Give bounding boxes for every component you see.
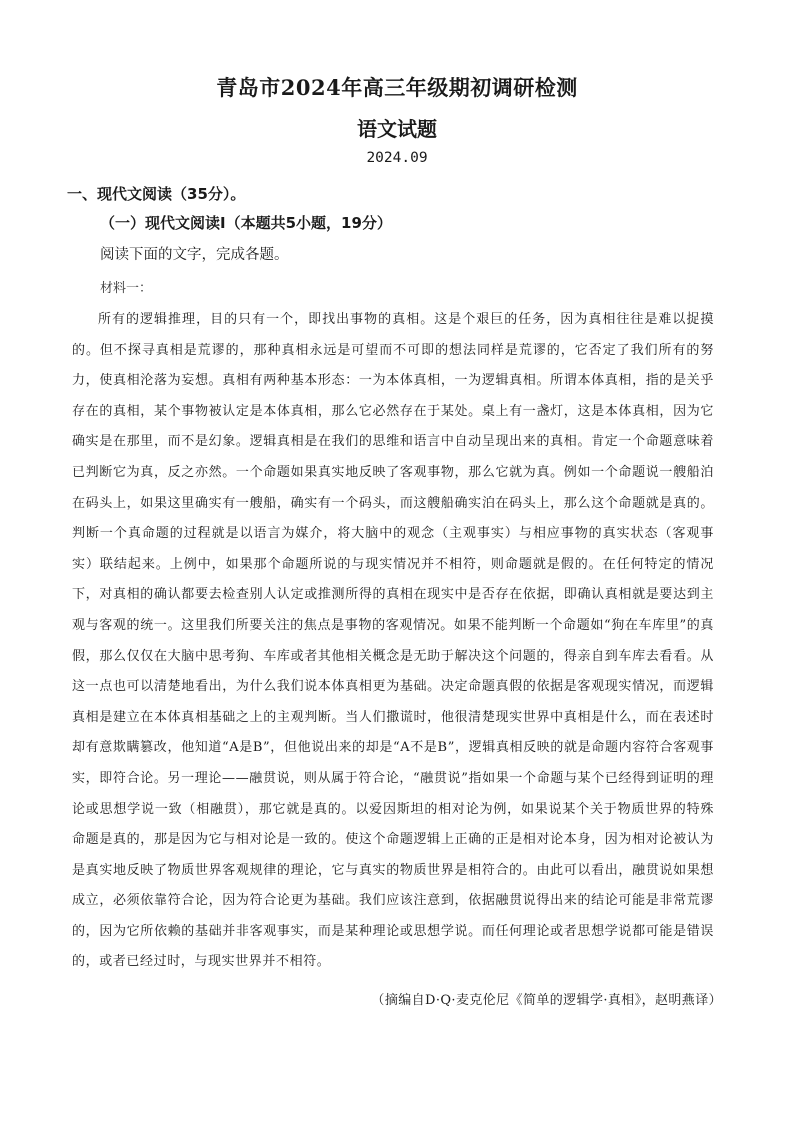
material-source: （摘编自D·Q·麦克伦尼《简单的逻辑学·真相》，赵明燕译） bbox=[371, 993, 722, 1008]
material-paragraph: 所有的逻辑推理，目的只有一个，即找出事物的真相。这是个艰巨的任务，因为真相往往是难以捉摸的。但不探寻真相是荒谬的，那种真相永远是可望而不可即的想法同样是荒谬的，它否定了我们所有的努力，使真相沦落为妄想。真相有两种基本形态：一为本体真相，一为逻辑真相。所谓本体真相，指的是关乎存在的真相，某个事物被认定是本体真相，那么它必然存在于某处。桌上有一盏灯，这是本体真相，因为它确实是在那里，而不是幻象。逻辑真相是在我们的思维和语言中自动呈现出来的真相。肯定一个命题意味着已判断它为真，反之亦然。一个命题如果真实地反映了客观事物，那么它就为真。例如一个命题说一艘船泊在码头上，如果这里确实有一艘船，确实有一个码头，而这艘船确实泊在码头上，那么这个命题就是真的。判断一个真命题的过程就是以语言为媒介，将大脑中的观念（主观事实）与相应事物的真实状态（客观事实）联结起来。上例中，如果那个命题所说的与现实情况并不相符，则命题就是假的。在任何特定的情况下，对真相的确认都要去检查别人认定或推测所得的真相在现实中是否存在依据，即确认真相就是要达到主观与客观的统一。这里我们所要关注的焦点是事物的客观情况。如果不能判断一个命题如“狗在车库里”的真假，那么仅仅在大脑中思考狗、车库或者其他相关概念是无助于解决这个问题的，得亲自到车库去看看。从这一点也可以清楚地看出，为什么我们说本体真相更为基础。决定命题真假的依据是客观现实情况，而逻辑真相是建立在本体真相基础之上的主观判断。当人们撒谎时，他很清楚现实世界中真相是什么，而在表述时却有意欺瞒篡改，他知道“A是B”，但他说出来的却是“A不是B”，逻辑真相反映的就是命题内容符合客观事实，即符合论。另一理论——融贯说，则从属于符合论，“融贯说”指如果一个命题与某个已经得到证明的理论或思想学说一致（相融贯），那它就是真的。以爱因斯坦的相对论为例，如果说某个关于物质世界的特殊命题是真的，那是因为它与相对论是一致的。使这个命题逻辑上正确的正是相对论本身，因为相对论被认为是真实地反映了物质世界客观规律的理论，它与真实的物质世界是相符合的。由此可以看出，融贯说如果想成立，必须依靠符合论，因为符合论更为基础。我们应该注意到，依据融贯说得出来的结论可能是非常荒谬的，因为它所依赖的基础并非客观事实，而是某种理论或思想学说。而任何理论或者思想学说都可能是错误的，或者已经过时，与现实世界并不相符。 bbox=[72, 312, 714, 970]
exam-date: 2024.09 bbox=[366, 150, 428, 166]
exam-title: 青岛市2024年高三年级期初调研检测 bbox=[216, 75, 578, 100]
material-label: 材料一： bbox=[100, 281, 153, 296]
subsection-heading: （一）现代文阅读Ⅰ（本题共5小题，19分） bbox=[100, 214, 392, 232]
exam-subject: 语文试题 bbox=[357, 117, 437, 141]
reading-instruction: 阅读下面的文字，完成各题。 bbox=[100, 247, 289, 263]
section-heading: 一、现代文阅读（35分）。 bbox=[67, 185, 246, 203]
